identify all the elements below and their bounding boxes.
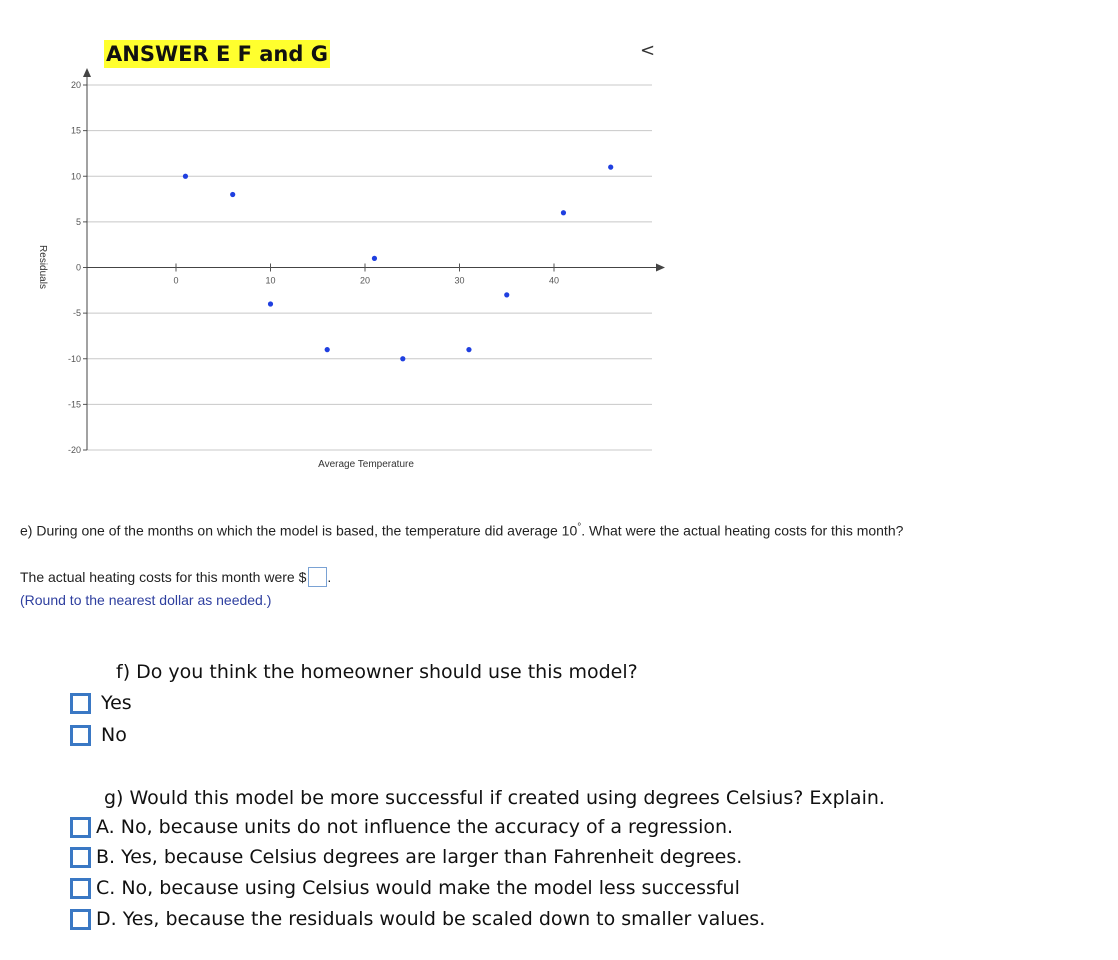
checkbox-c[interactable] (70, 878, 91, 899)
option-a[interactable] (70, 816, 733, 838)
x-axis-arrow (656, 264, 665, 272)
x-tick-label: 20 (359, 275, 371, 286)
y-tick-label: 0 (75, 262, 81, 273)
option-yes-label: Yes (101, 692, 132, 714)
x-tick-label: 40 (548, 275, 560, 286)
option-no-label: No (101, 724, 127, 746)
checkbox-yes[interactable] (70, 693, 91, 714)
answer-prefix: The actual heating costs for this month were $ (20, 569, 307, 585)
checkbox-b[interactable] (70, 847, 91, 868)
option-c-label: C. No, because using Celsius would make the model less successful (96, 877, 740, 899)
x-tick-label: 30 (454, 275, 465, 286)
answer-line (20, 567, 331, 587)
data-point (183, 174, 188, 179)
collapse-chevron-icon[interactable]: < (640, 40, 656, 61)
checkbox-no[interactable] (70, 725, 91, 746)
option-b-label: B. Yes, because Celsius degrees are larger than Fahrenheit degrees. (96, 846, 743, 868)
y-tick-label: 20 (70, 80, 81, 90)
question-e-text: e) During one of the months on which the model is based, the temperature did average 10 (20, 522, 578, 539)
option-a-label: A. No, because units do not influence the accuracy of a regression. (96, 816, 734, 838)
y-tick-label: -15 (67, 399, 81, 410)
y-axis-label: Residuals (37, 245, 48, 289)
y-tick-label: -5 (72, 308, 81, 319)
question-f-text: f) Do you think the homeowner should use this model? (116, 661, 638, 683)
data-points (183, 165, 613, 362)
rounding-note: (Round to the nearest dollar as needed.) (20, 592, 272, 608)
data-point (608, 165, 613, 170)
data-point (561, 210, 566, 215)
checkbox-d[interactable] (70, 909, 91, 930)
degree-symbol: ° (577, 522, 582, 533)
option-yes[interactable] (70, 692, 132, 714)
data-point (325, 347, 330, 352)
y-tick-label: 15 (70, 125, 81, 136)
question-e-text-end: . What were the actual heating costs for this month? (581, 522, 904, 539)
data-point (268, 301, 273, 306)
x-tick-label: 0 (173, 275, 179, 286)
data-point (372, 256, 377, 261)
y-axis-arrow (83, 68, 91, 77)
checkbox-a[interactable] (70, 817, 91, 838)
option-b[interactable] (70, 846, 742, 868)
y-tick-label: -10 (67, 353, 81, 364)
x-axis-label: Average Temperature (318, 459, 414, 470)
x-tick-label: 10 (265, 275, 276, 286)
option-c[interactable] (70, 877, 740, 899)
data-point (504, 292, 509, 297)
option-no[interactable] (70, 724, 127, 746)
y-tick-label: 5 (75, 216, 81, 227)
question-e (20, 522, 903, 539)
question-g-text: g) Would this model be more successful if created using degrees Celsius? Explain. (104, 787, 885, 809)
answer-input[interactable] (308, 567, 327, 587)
y-tick-label: 10 (70, 171, 81, 182)
answer-suffix: . (327, 569, 332, 585)
page-title: ANSWER E F and G (106, 42, 328, 66)
option-d-label: D. Yes, because the residuals would be scaled down to smaller values. (96, 908, 766, 930)
option-d[interactable] (70, 908, 765, 930)
data-point (400, 356, 405, 361)
y-tick-label: -20 (67, 445, 81, 455)
data-point (230, 192, 235, 197)
data-point (466, 347, 471, 352)
